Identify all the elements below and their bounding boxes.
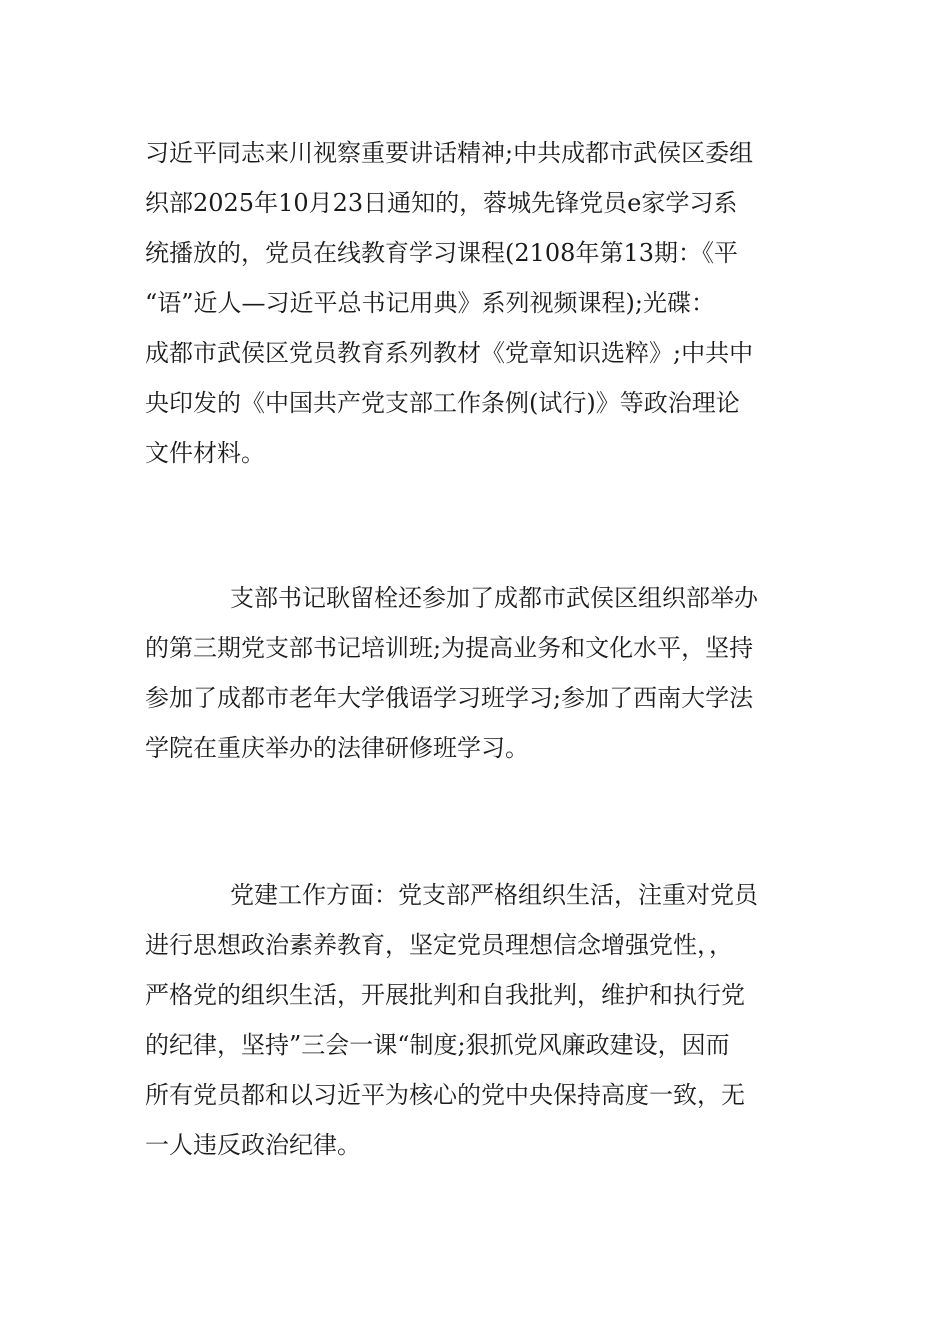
text-line: 进行思想政治素养教育，坚定党员理想信念增强党性，， bbox=[145, 931, 733, 959]
text-line: 支部书记耿留栓还参加了成都市武侯区组织部举办 bbox=[230, 584, 758, 612]
paragraph-study-materials bbox=[145, 128, 805, 478]
text-line: 党建工作方面：党支部严格组织生活，注重对党员 bbox=[230, 881, 758, 909]
text-line: “语”近人—习近平总书记用典》系列视频课程);光碟： bbox=[145, 289, 715, 317]
text-line: 一人违反政治纪律。 bbox=[145, 1131, 361, 1159]
text-line: 严格党的组织生活，开展批判和自我批判，维护和执行党 bbox=[145, 981, 745, 1009]
text-line: 文件材料。 bbox=[145, 439, 265, 467]
text-line: 习近平同志来川视察重要讲话精神;中共成都市武侯区委组 bbox=[145, 139, 754, 167]
text-line: 统播放的，党员在线教育学习课程(2108年第13期：《平 bbox=[145, 239, 738, 267]
paragraph-party-building bbox=[145, 870, 805, 1170]
text-line: 织部2025年10月23日通知的，蓉城先锋党员e家学习系 bbox=[145, 189, 738, 217]
paragraph-secretary-training bbox=[145, 573, 805, 773]
text-line: 的第三期党支部书记培训班;为提高业务和文化水平，坚持 bbox=[145, 634, 754, 662]
text-line: 成都市武侯区党员教育系列教材《党章知识选粹》;中共中 bbox=[145, 339, 754, 367]
text-line: 参加了成都市老年大学俄语学习班学习;参加了西南大学法 bbox=[145, 684, 754, 712]
text-line: 央印发的《中国共产党支部工作条例(试行)》等政治理论 bbox=[145, 389, 740, 417]
text-line: 所有党员都和以习近平为核心的党中央保持高度一致，无 bbox=[145, 1081, 745, 1109]
text-line: 学院在重庆举办的法律研修班学习。 bbox=[145, 734, 529, 762]
text-line: 的纪律，坚持”三会一课“制度;狠抓党风廉政建设，因而 bbox=[145, 1031, 730, 1059]
